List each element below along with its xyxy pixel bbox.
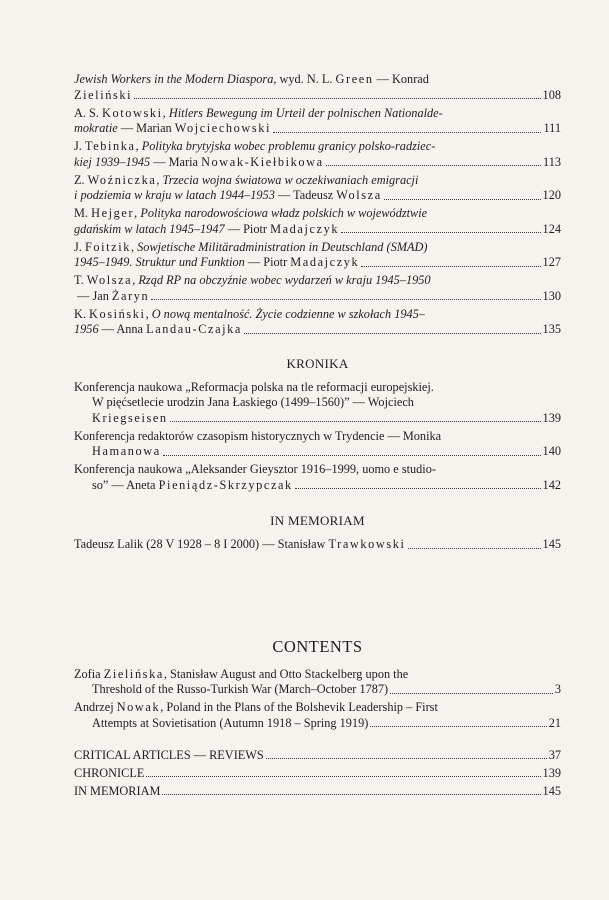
entry-text: Konferencja naukowa „Aleksander Gieysztor 1916–1999, uomo e studio- (74, 462, 436, 476)
author-initials: K. (74, 306, 90, 321)
dot-leader (326, 155, 541, 167)
book-title: kiej 1939–1945 (74, 154, 151, 169)
entry-text: — Piotr (244, 255, 291, 269)
page-number: 113 (543, 154, 561, 169)
kronika-list (74, 380, 561, 494)
article-title: Attempts at Sovietisation (Autumn 1918 – Spring 1919) (92, 715, 369, 730)
page-number: 21 (548, 715, 561, 730)
entry-text: — Piotr (224, 221, 271, 236)
entry-text: Tadeusz Lalik (28 V 1928 – 8 I 2000) — Stanisław (74, 537, 329, 551)
page-number: 139 (542, 410, 561, 425)
entry-text: — Konrad (373, 72, 429, 86)
article-title: , Stanisław August and Otto Stackelberg upon the (163, 666, 409, 681)
book-title: 1956 (74, 322, 99, 336)
toc-entry (74, 748, 561, 764)
page-number: 37 (548, 747, 561, 762)
toc-entry (74, 700, 561, 731)
entry-text: W pięćsetlecie urodzin Jana Łaskiego (1499–1560)” — Wojciech (92, 395, 414, 409)
toc-entry (74, 240, 561, 271)
book-title: Polityka narodowościowa władz polskich w województwie (140, 206, 428, 220)
book-title: O nową mentalność. Życie codzienne w szkołach 1945– (151, 306, 425, 321)
author-initials: J. (74, 139, 85, 153)
dot-leader (146, 766, 540, 778)
book-title: Jewish Workers in the Modern Diaspora (74, 72, 274, 86)
article-title: , Poland in the Plans of the Bolshevik Leadership – First (160, 700, 438, 714)
page-number: 108 (542, 87, 561, 102)
entry-text: — Jan (74, 288, 112, 303)
entry-text: so” — Aneta (92, 477, 159, 492)
toc-entry (74, 106, 561, 137)
author-name: Green (335, 72, 374, 86)
author-initials: T. (74, 273, 87, 287)
page-number: 127 (542, 255, 561, 269)
author-initials: M. (74, 206, 92, 220)
entry-text: , (132, 273, 139, 287)
dot-leader (170, 411, 541, 423)
reviewer-name: Madajczyk (270, 221, 340, 236)
book-title: Sowjetische Militäradministration in Deutschland (SMAD) (137, 239, 428, 254)
author-name: Pieniądz-Skrzypczak (158, 477, 293, 492)
section-label: IN MEMORIAM (74, 783, 161, 798)
section-label: CHRONICLE (74, 765, 145, 780)
reviewer-name: Nowak-Kiełbikowa (201, 154, 324, 169)
dot-leader (266, 748, 547, 760)
author-initials: A. S. (74, 105, 103, 120)
reviewer-name: Zieliński (74, 87, 133, 102)
section-label: CRITICAL ARTICLES — REVIEWS (74, 747, 264, 762)
page-number: 145 (542, 537, 561, 551)
dot-leader (295, 478, 541, 490)
toc-entry (74, 273, 561, 304)
entry-text: — Tadeusz (274, 188, 337, 202)
dot-leader (408, 537, 541, 549)
author-initials: J. (74, 239, 85, 254)
author-name: Kriegseisen (92, 410, 168, 425)
dot-leader (361, 255, 540, 267)
dot-leader (390, 682, 553, 694)
toc-entry (74, 72, 561, 103)
author-name: Kosiński (89, 306, 146, 321)
page-number: 139 (542, 765, 561, 780)
entry-text: , (156, 172, 163, 187)
entry-text: , (134, 206, 141, 220)
author-name: Zielińska (103, 666, 164, 681)
author-name: Tebinka (84, 139, 136, 153)
author-name: Kotowski (102, 105, 163, 120)
entry-text: , (145, 306, 152, 321)
section-heading-kronika: KRONIKA (286, 355, 349, 371)
page-number: 135 (542, 322, 561, 336)
dot-leader (244, 322, 541, 334)
author-name: Foitzik (84, 239, 131, 254)
page-number: 120 (542, 188, 561, 202)
entry-text: Konferencja redaktorów czasopism historycznych w Trydencie — Monika (74, 428, 442, 443)
dot-leader (151, 289, 540, 301)
toc-entry (74, 429, 561, 460)
contents-articles (74, 667, 561, 732)
reviewer-name: Landau-Czajka (146, 322, 242, 336)
toc-entry (74, 667, 561, 698)
author-name: Hamanowa (92, 444, 161, 458)
author-name: Wolsza (86, 273, 133, 287)
dot-leader (134, 88, 540, 100)
reviewer-name: Wojciechowski (174, 121, 272, 135)
page-number: 140 (542, 444, 561, 458)
dot-leader (341, 222, 540, 234)
toc-entry (74, 537, 561, 553)
book-title: i podziemia w kraju w latach 1944–1953 (74, 188, 275, 202)
toc-entry (74, 766, 561, 782)
page-number: 111 (543, 121, 561, 135)
toc-entry (74, 173, 561, 204)
table-of-contents-page (74, 72, 561, 802)
book-title: gdańskim w latach 1945–1947 (74, 221, 225, 236)
entry-text: , (130, 239, 138, 254)
entry-text: — Anna (98, 322, 147, 336)
entry-text: — Marian (117, 121, 175, 135)
page-number: 130 (542, 288, 561, 303)
page-number: 3 (554, 682, 561, 696)
contents-heading: CONTENTS (272, 636, 363, 656)
dot-leader (370, 716, 546, 728)
page-number: 142 (542, 477, 561, 492)
reviewer-name: Żaryn (111, 288, 150, 303)
dot-leader (162, 784, 540, 796)
page-number: 145 (542, 783, 561, 798)
author-first-name: Zofia (74, 666, 104, 681)
dot-leader (273, 121, 541, 133)
entry-text: , wyd. N. L. (273, 72, 336, 86)
toc-entry (74, 139, 561, 170)
dot-leader (163, 444, 541, 456)
book-title: 1945–1949. Struktur und Funktion (74, 255, 245, 269)
entry-text: , (135, 139, 142, 153)
author-name: Trawkowski (328, 537, 406, 551)
author-name: Woźniczka (87, 172, 157, 187)
toc-entry (74, 784, 561, 800)
toc-entry (74, 380, 561, 427)
book-title: Trzecia wojna światowa w oczekiwaniach emigracji (162, 172, 419, 187)
toc-entry (74, 462, 561, 493)
toc-entry (74, 206, 561, 237)
book-title: mokratie (74, 121, 118, 135)
book-title: Polityka brytyjska wobec problemu granicy polsko-radziec- (141, 139, 436, 153)
entry-text: — Maria (150, 154, 202, 169)
toc-entry (74, 307, 561, 338)
author-name: Nowak (116, 700, 161, 714)
book-title: Rząd RP na obczyźnie wobec wydarzeń w kraju 1945–1950 (138, 273, 431, 287)
author-name: Hejger (91, 206, 135, 220)
author-first-name: Andrzej (74, 700, 117, 714)
book-title: Hitlers Bewegung im Urteil der polnischen Nationalde- (168, 105, 443, 120)
entry-text: Konferencja naukowa „Reformacja polska na tle reformacji europejskiej. (74, 379, 434, 394)
reviewer-name: Madajczyk (290, 255, 360, 269)
contents-sections (74, 748, 561, 800)
author-initials: Z. (74, 172, 88, 187)
section-heading-in-memoriam: IN MEMORIAM (270, 513, 365, 528)
entry-text: , (162, 105, 169, 120)
reviewer-name: Wolsza (336, 188, 382, 202)
dot-leader (384, 188, 541, 200)
page-number: 124 (542, 221, 561, 236)
reviews-list (74, 72, 561, 338)
article-title: Threshold of the Russo-Turkish War (March–October 1787) (92, 682, 389, 696)
